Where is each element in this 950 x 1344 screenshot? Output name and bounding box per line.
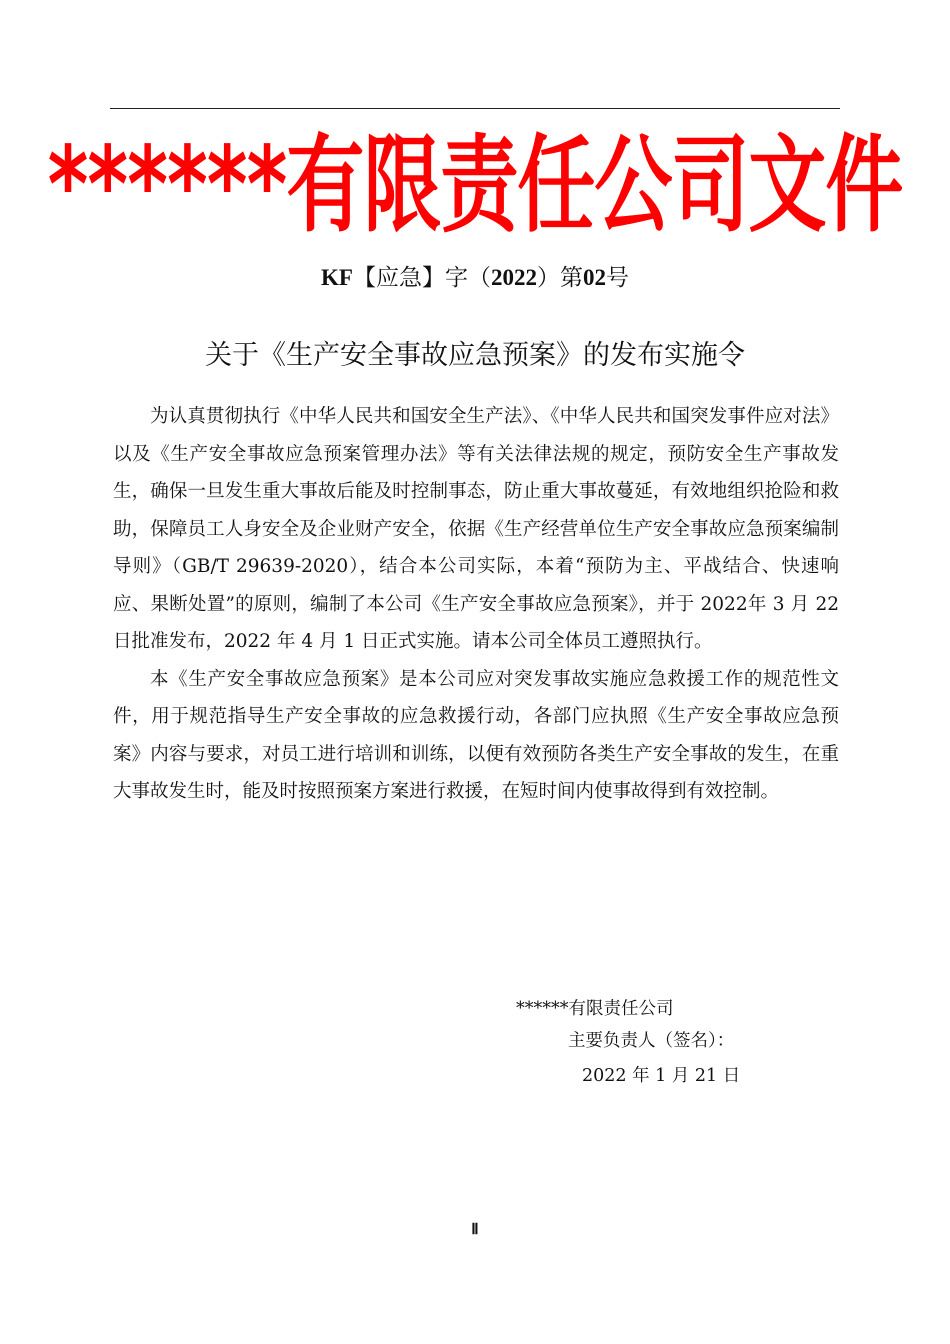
doc-number-bracket-close: 】 <box>421 265 445 291</box>
doc-number-value: 02 <box>582 265 606 290</box>
doc-number-paren-close: ）第 <box>536 265 583 291</box>
body-paragraph: 为认真贯彻执行《中华人民共和国安全生产法》、《中华人民共和国突发事件应对法》以及《生产安全事故应急预案管理办法》等有关法律法规的规定，预防安全生产事故发生，确保一旦发生重大事故后能及时控制事态，防止重大事故蔓延，有效地组织抢险和救助，保障员工人身安全及企业财产安全，依据《生产经营单位生产安全事故应急预案编制导则》（GB/T 29639-2020），结合本公司实际，本着“预防为主、平战结合、快速响应、果断处置”的原则，编制了本公司《生产安全事故应急预案》，并于 2022年 3 月 22 日批准发布，2022 年 4 月 1 日正式实施。请本公司全体员工遵照执行。 <box>113 406 839 652</box>
doc-number-suffix: 号 <box>605 265 629 291</box>
doc-number-zi: 字（ <box>444 265 491 291</box>
doc-number-bracket-open: 【 <box>352 265 376 291</box>
signature-responsible-person: 主要负责人（签名）： <box>568 1031 735 1051</box>
document-number <box>0 262 950 294</box>
page-number: Ⅱ <box>471 1222 479 1238</box>
document-body <box>113 398 839 811</box>
company-document-header: ******有限责任公司文件 <box>47 125 903 248</box>
signature-company: ******有限责任公司 <box>516 999 674 1019</box>
body-paragraph: 本《生产安全事故应急预案》是本公司应对突发事故实施应急救援工作的规范性文件，用于规范指导生产安全事故的应急救援行动，各部门应执照《生产安全事故应急预案》内容与要求，对员工进行培训和训练，以便有效预防各类生产安全事故的发生，在重大事故发生时，能及时按照预案方案进行救援，在短时间内使事故得到有效控制。 <box>113 668 839 802</box>
signature-date: 2022 年 1 月 21 日 <box>582 1066 741 1086</box>
doc-number-year: 2022 <box>490 265 537 290</box>
doc-number-category: 应急 <box>375 265 422 291</box>
doc-number-prefix: KF <box>321 265 353 290</box>
document-title: 关于《生产安全事故应急预案》的发布实施令 <box>205 340 745 371</box>
